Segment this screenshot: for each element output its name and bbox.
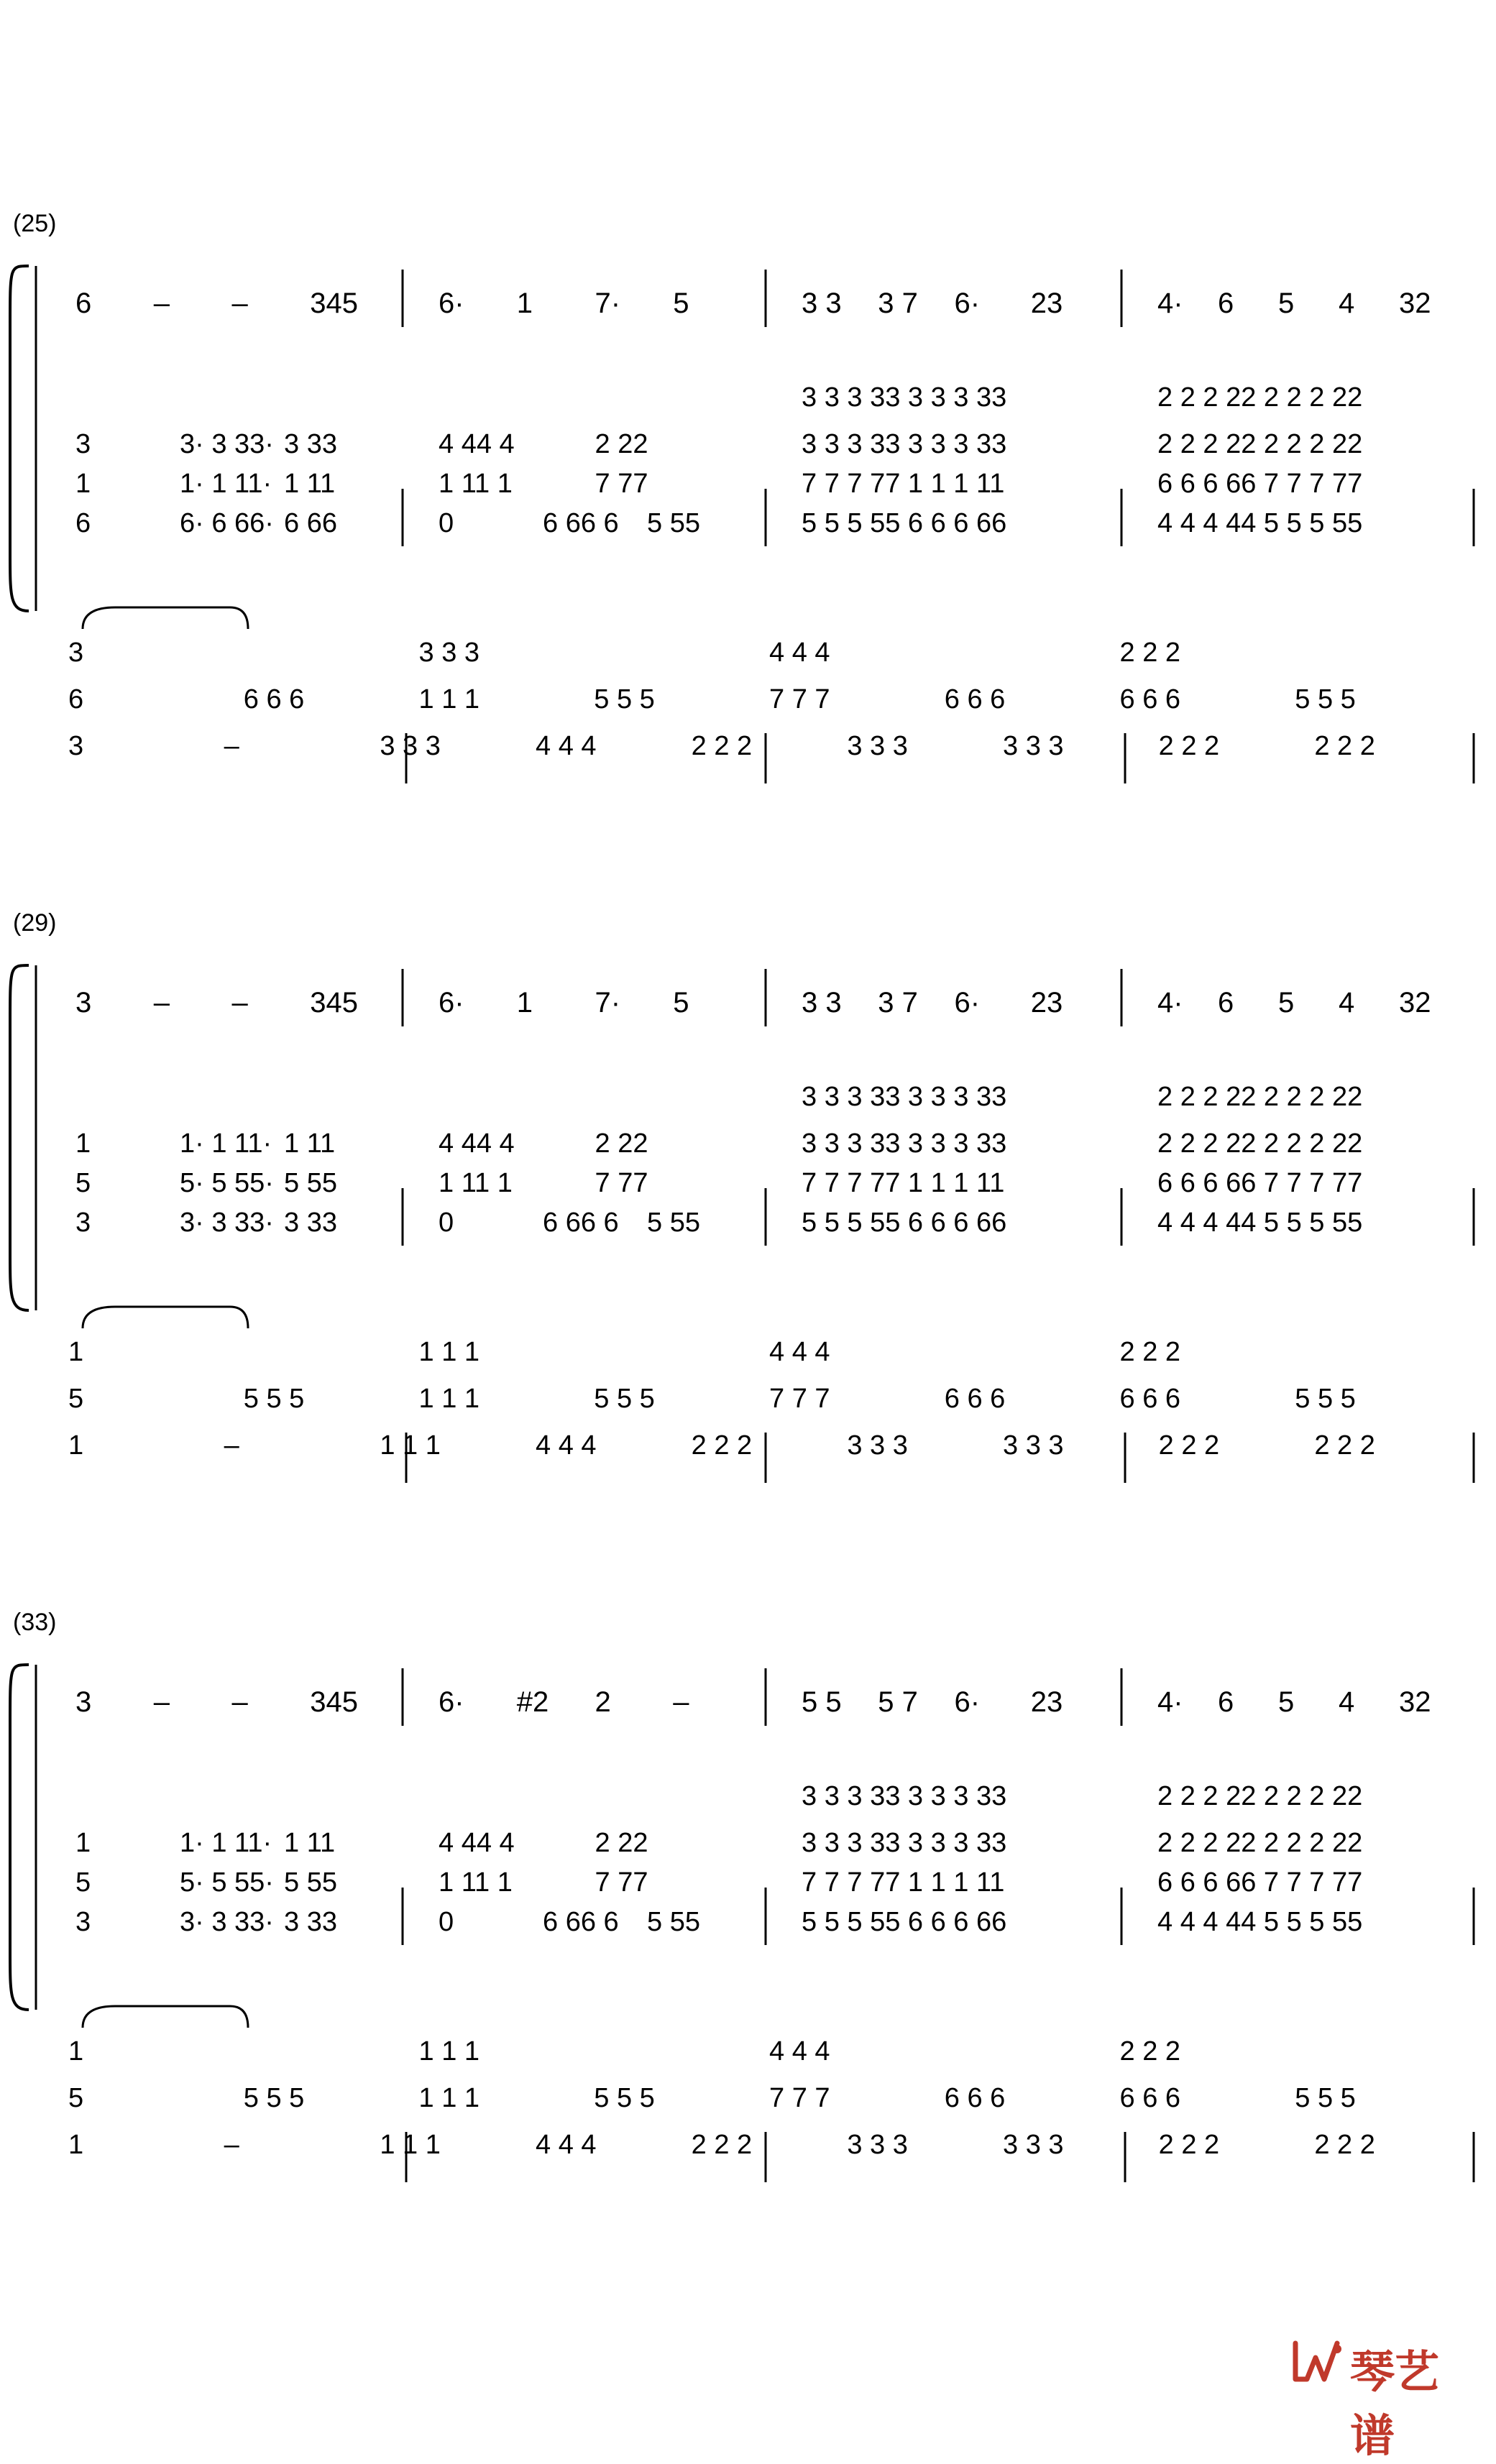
bass-note: 3 3 3 [1003,2130,1064,2160]
bass-note: 2 2 2 [1158,1430,1220,1461]
brand-logo[interactable] [1287,2329,1481,2462]
chord-note: 4 44 4 [439,1828,515,1858]
chord-note: 4 4 4 44 5 5 5 55 [1157,1907,1363,1937]
bass-note: 3 3 3 [847,731,908,761]
chord-note: 1 11 1 [439,1867,513,1898]
chord-note: 3 33 [284,1907,337,1937]
chord-note: 2 22 [595,1128,648,1159]
chord-note: 6 6 6 66 7 7 7 77 [1157,1867,1363,1898]
chord-note: 3 3 3 33 3 3 3 33 [802,429,1007,459]
chord-note: 5 55 [647,508,700,538]
bass-note: 6 [68,684,84,714]
chord-note: 3· 3 33· [180,429,274,459]
bass-note: 3 [68,638,84,668]
bass-note: 2 2 2 [1158,2130,1220,2160]
melody-note: 345 [310,288,358,319]
bass-note: 5 5 5 [1295,2083,1356,2113]
melody-note: 7· [595,987,621,1019]
chord-note: 1 [75,1828,91,1858]
melody-note: 2 [595,1686,611,1718]
bass-note: 5 5 5 [243,2083,305,2113]
chord-note: 5 [75,1867,91,1898]
bass-note: 4 4 4 [769,638,830,668]
chord-note: 1 11 [284,469,336,499]
chord-note: 3 [75,429,91,459]
bass-note: 5 [68,1384,84,1414]
brand-logo-text: 琴艺谱 [1350,2345,1440,2462]
chord-note: 4 44 4 [439,429,515,459]
bass-note: 5 5 5 [243,1384,305,1414]
chord-note: 2 22 [595,1828,648,1858]
chord-note: 1· 1 11· [180,469,272,499]
bass-note: 5 5 5 [594,1384,655,1414]
chord-note: 5 5 5 55 6 6 6 66 [802,508,1007,538]
chord-note: 5 5 5 55 6 6 6 66 [802,1907,1007,1937]
tie-arc [83,2006,248,2028]
bass-note: 6 6 6 [944,1384,1006,1414]
chord-note: 0 [439,1907,454,1937]
chord-note: 1 11 1 [439,469,513,499]
bass-note: 2 2 2 [1314,2130,1375,2160]
chord-note: 1 11 1 [439,1168,513,1198]
chord-note: 3· 3 33· [180,1208,274,1238]
chord-note: 5 55 [284,1867,337,1898]
melody-note: 32 [1399,1686,1431,1718]
chord-note: 7 7 7 77 1 1 1 11 [802,469,1005,499]
melody-note: – [231,1686,248,1718]
melody-note: #2 [516,1686,549,1718]
melody-note: 5 [1278,987,1295,1019]
bass-note: 2 2 2 [1314,731,1375,761]
melody-note: 1 [516,288,533,319]
melody-note: 4· [1157,288,1183,319]
system-brace [10,965,29,1310]
chord-note: 3 3 3 33 3 3 3 33 [802,1828,1007,1858]
melody-note: 23 [1030,1686,1063,1718]
chord-note: 6 [75,508,91,538]
bass-note: – [224,1430,239,1461]
bass-note: 5 5 5 [594,2083,655,2113]
melody-note: 4 [1339,288,1355,319]
melody-note: 4· [1157,1686,1183,1718]
melody-note: – [231,288,248,319]
chord-note: 1 [75,1128,91,1159]
chord-note: 5· 5 55· [180,1168,274,1198]
bass-note: 7 7 7 [769,1384,830,1414]
melody-note: 32 [1399,288,1431,319]
chord-note: 0 [439,1208,454,1238]
melody-note: – [231,987,248,1019]
system-brace [10,1665,29,2010]
chord-note: 7 77 [595,1867,648,1898]
bass-note: 1 1 1 [418,2083,480,2113]
measure-number-33: (33) [13,1609,57,1636]
melody-note: – [153,1686,170,1718]
melody-note: 3 3 [802,288,842,319]
chord-note: 3 3 3 33 3 3 3 33 [802,1781,1007,1811]
bass-note: – [224,2130,239,2160]
melody-note: 23 [1030,288,1063,319]
chord-note: 3 33 [284,1208,337,1238]
bass-note: 4 4 4 [536,1430,597,1461]
melody-note: 6· [439,987,464,1019]
melody-note: 6· [439,288,464,319]
melody-note: 3 [75,987,92,1019]
bass-note: 2 2 2 [691,731,753,761]
bass-note: 3 3 3 [1003,731,1064,761]
chord-note: 1· 1 11· [180,1128,272,1159]
chord-note: 0 [439,508,454,538]
chord-note: 7 77 [595,1168,648,1198]
bass-note: 6 6 6 [944,684,1006,714]
bass-note: 4 4 4 [769,2036,830,2067]
chord-note: 5· 5 55· [180,1867,274,1898]
bass-note: 6 6 6 [1119,684,1181,714]
bass-note: 1 1 1 [380,1430,441,1461]
chord-note: 2 2 2 22 2 2 2 22 [1157,382,1363,413]
melody-note: 3 7 [878,288,918,319]
melody-note: 3 [75,1686,92,1718]
bass-note: 7 7 7 [769,2083,830,2113]
chord-note: 2 2 2 22 2 2 2 22 [1157,1082,1363,1112]
chord-note: 2 2 2 22 2 2 2 22 [1157,1128,1363,1159]
chord-note: 3 3 3 33 3 3 3 33 [802,1082,1007,1112]
chord-note: 7 7 7 77 1 1 1 11 [802,1168,1005,1198]
melody-note: 4 [1339,1686,1355,1718]
chord-note: 3 3 3 33 3 3 3 33 [802,1128,1007,1159]
chord-note: 7 7 7 77 1 1 1 11 [802,1867,1005,1898]
melody-note: 4· [1157,987,1183,1019]
bass-note: 1 1 1 [380,2130,441,2160]
chord-note: 5 55 [647,1208,700,1238]
bass-note: 2 2 2 [1314,1430,1375,1461]
bass-note: 5 5 5 [1295,684,1356,714]
bass-note: 1 1 1 [418,1337,480,1367]
bass-note: 6 6 6 [1119,1384,1181,1414]
chord-note: 4 44 4 [439,1128,515,1159]
chord-note: 1 [75,469,91,499]
melody-note: 6 [1218,987,1234,1019]
chord-note: 3 3 3 33 3 3 3 33 [802,382,1007,413]
melody-note: – [673,1686,689,1718]
chord-note: 3 [75,1208,91,1238]
bass-note: 2 2 2 [691,1430,753,1461]
chord-note: 5 55 [284,1168,337,1198]
chord-note: 6 66 6 [543,1208,619,1238]
chord-note: 1· 1 11· [180,1828,272,1858]
bass-note: 3 3 3 [418,638,480,668]
melody-note: 6 [1218,1686,1234,1718]
chord-note: 5 55 [647,1907,700,1937]
melody-note: 5 [673,288,689,319]
tie-arc [83,607,248,629]
chord-note: 5 5 5 55 6 6 6 66 [802,1208,1007,1238]
bass-note: 1 1 1 [418,684,480,714]
bass-note: 1 [68,2036,84,2067]
bass-note: 6 6 6 [243,684,305,714]
melody-note: 5 7 [878,1686,918,1718]
melody-note: 32 [1399,987,1431,1019]
chord-note: 3 [75,1907,91,1937]
bass-note: 6 6 6 [944,2083,1006,2113]
melody-note: 5 [673,987,689,1019]
bass-note: 5 5 5 [594,684,655,714]
bass-note: 7 7 7 [769,684,830,714]
bass-note: 3 3 3 [847,1430,908,1461]
bass-note: 5 5 5 [1295,1384,1356,1414]
chord-note: 6 66 [284,508,337,538]
system-1 [10,965,1474,1483]
chord-note: 1 11 [284,1128,336,1159]
bass-note: 4 4 4 [536,2130,597,2160]
bass-note: 1 [68,2130,84,2160]
melody-note: 5 [1278,1686,1295,1718]
chord-note: 2 2 2 22 2 2 2 22 [1157,1828,1363,1858]
tie-arc [83,1307,248,1328]
melody-note: 4 [1339,987,1355,1019]
bass-note: 1 1 1 [418,1384,480,1414]
bass-note: 3 3 3 [847,2130,908,2160]
chord-note: 3· 3 33· [180,1907,274,1937]
system-0 [10,266,1474,783]
chord-note: 4 4 4 44 5 5 5 55 [1157,508,1363,538]
system-brace [10,266,29,611]
chord-note: 5 [75,1168,91,1198]
bass-note: 2 2 2 [1119,2036,1181,2067]
melody-note: 6· [954,1686,981,1718]
chord-note: 1 11 [284,1828,336,1858]
melody-note: 6· [954,288,981,319]
measure-number-29: (29) [13,909,57,937]
melody-note: 345 [310,1686,358,1718]
system-2 [10,1665,1474,2182]
chord-note: 7 77 [595,469,648,499]
melody-note: 5 5 [802,1686,842,1718]
bass-note: 2 2 2 [691,2130,753,2160]
bass-note: 3 [68,731,84,761]
chord-note: 6 6 6 66 7 7 7 77 [1157,469,1363,499]
bass-note: 3 3 3 [1003,1430,1064,1461]
chord-note: 2 2 2 22 2 2 2 22 [1157,429,1363,459]
bass-note: 2 2 2 [1119,1337,1181,1367]
chord-note: 4 4 4 44 5 5 5 55 [1157,1208,1363,1238]
bass-note: – [224,731,239,761]
melody-note: 6· [439,1686,464,1718]
melody-note: 23 [1030,987,1063,1019]
melody-note: 1 [516,987,533,1019]
chord-note: 2 22 [595,429,648,459]
melody-note: 6· [954,987,981,1019]
melody-note: 5 [1278,288,1295,319]
melody-note: 7· [595,288,621,319]
melody-note: 6 [75,288,92,319]
bass-note: 4 4 4 [769,1337,830,1367]
chord-note: 6 66 6 [543,1907,619,1937]
bass-note: 4 4 4 [536,731,597,761]
bass-note: 1 1 1 [418,2036,480,2067]
bass-note: 3 3 3 [380,731,441,761]
chord-note: 2 2 2 22 2 2 2 22 [1157,1781,1363,1811]
melody-note: 3 3 [802,987,842,1019]
chord-note: 6 66 6 [543,508,619,538]
chord-note: 6 6 6 66 7 7 7 77 [1157,1168,1363,1198]
bass-note: 2 2 2 [1119,638,1181,668]
bass-note: 2 2 2 [1158,731,1220,761]
chord-note: 6· 6 66· [180,508,274,538]
melody-note: – [153,987,170,1019]
melody-note: – [153,288,170,319]
measure-number-25: (25) [13,210,57,237]
melody-note: 3 7 [878,987,918,1019]
chord-note: 3 33 [284,429,337,459]
bass-note: 1 [68,1430,84,1461]
bass-note: 6 6 6 [1119,2083,1181,2113]
melody-note: 345 [310,987,358,1019]
melody-note: 6 [1218,288,1234,319]
bass-note: 1 [68,1337,84,1367]
bass-note: 5 [68,2083,84,2113]
